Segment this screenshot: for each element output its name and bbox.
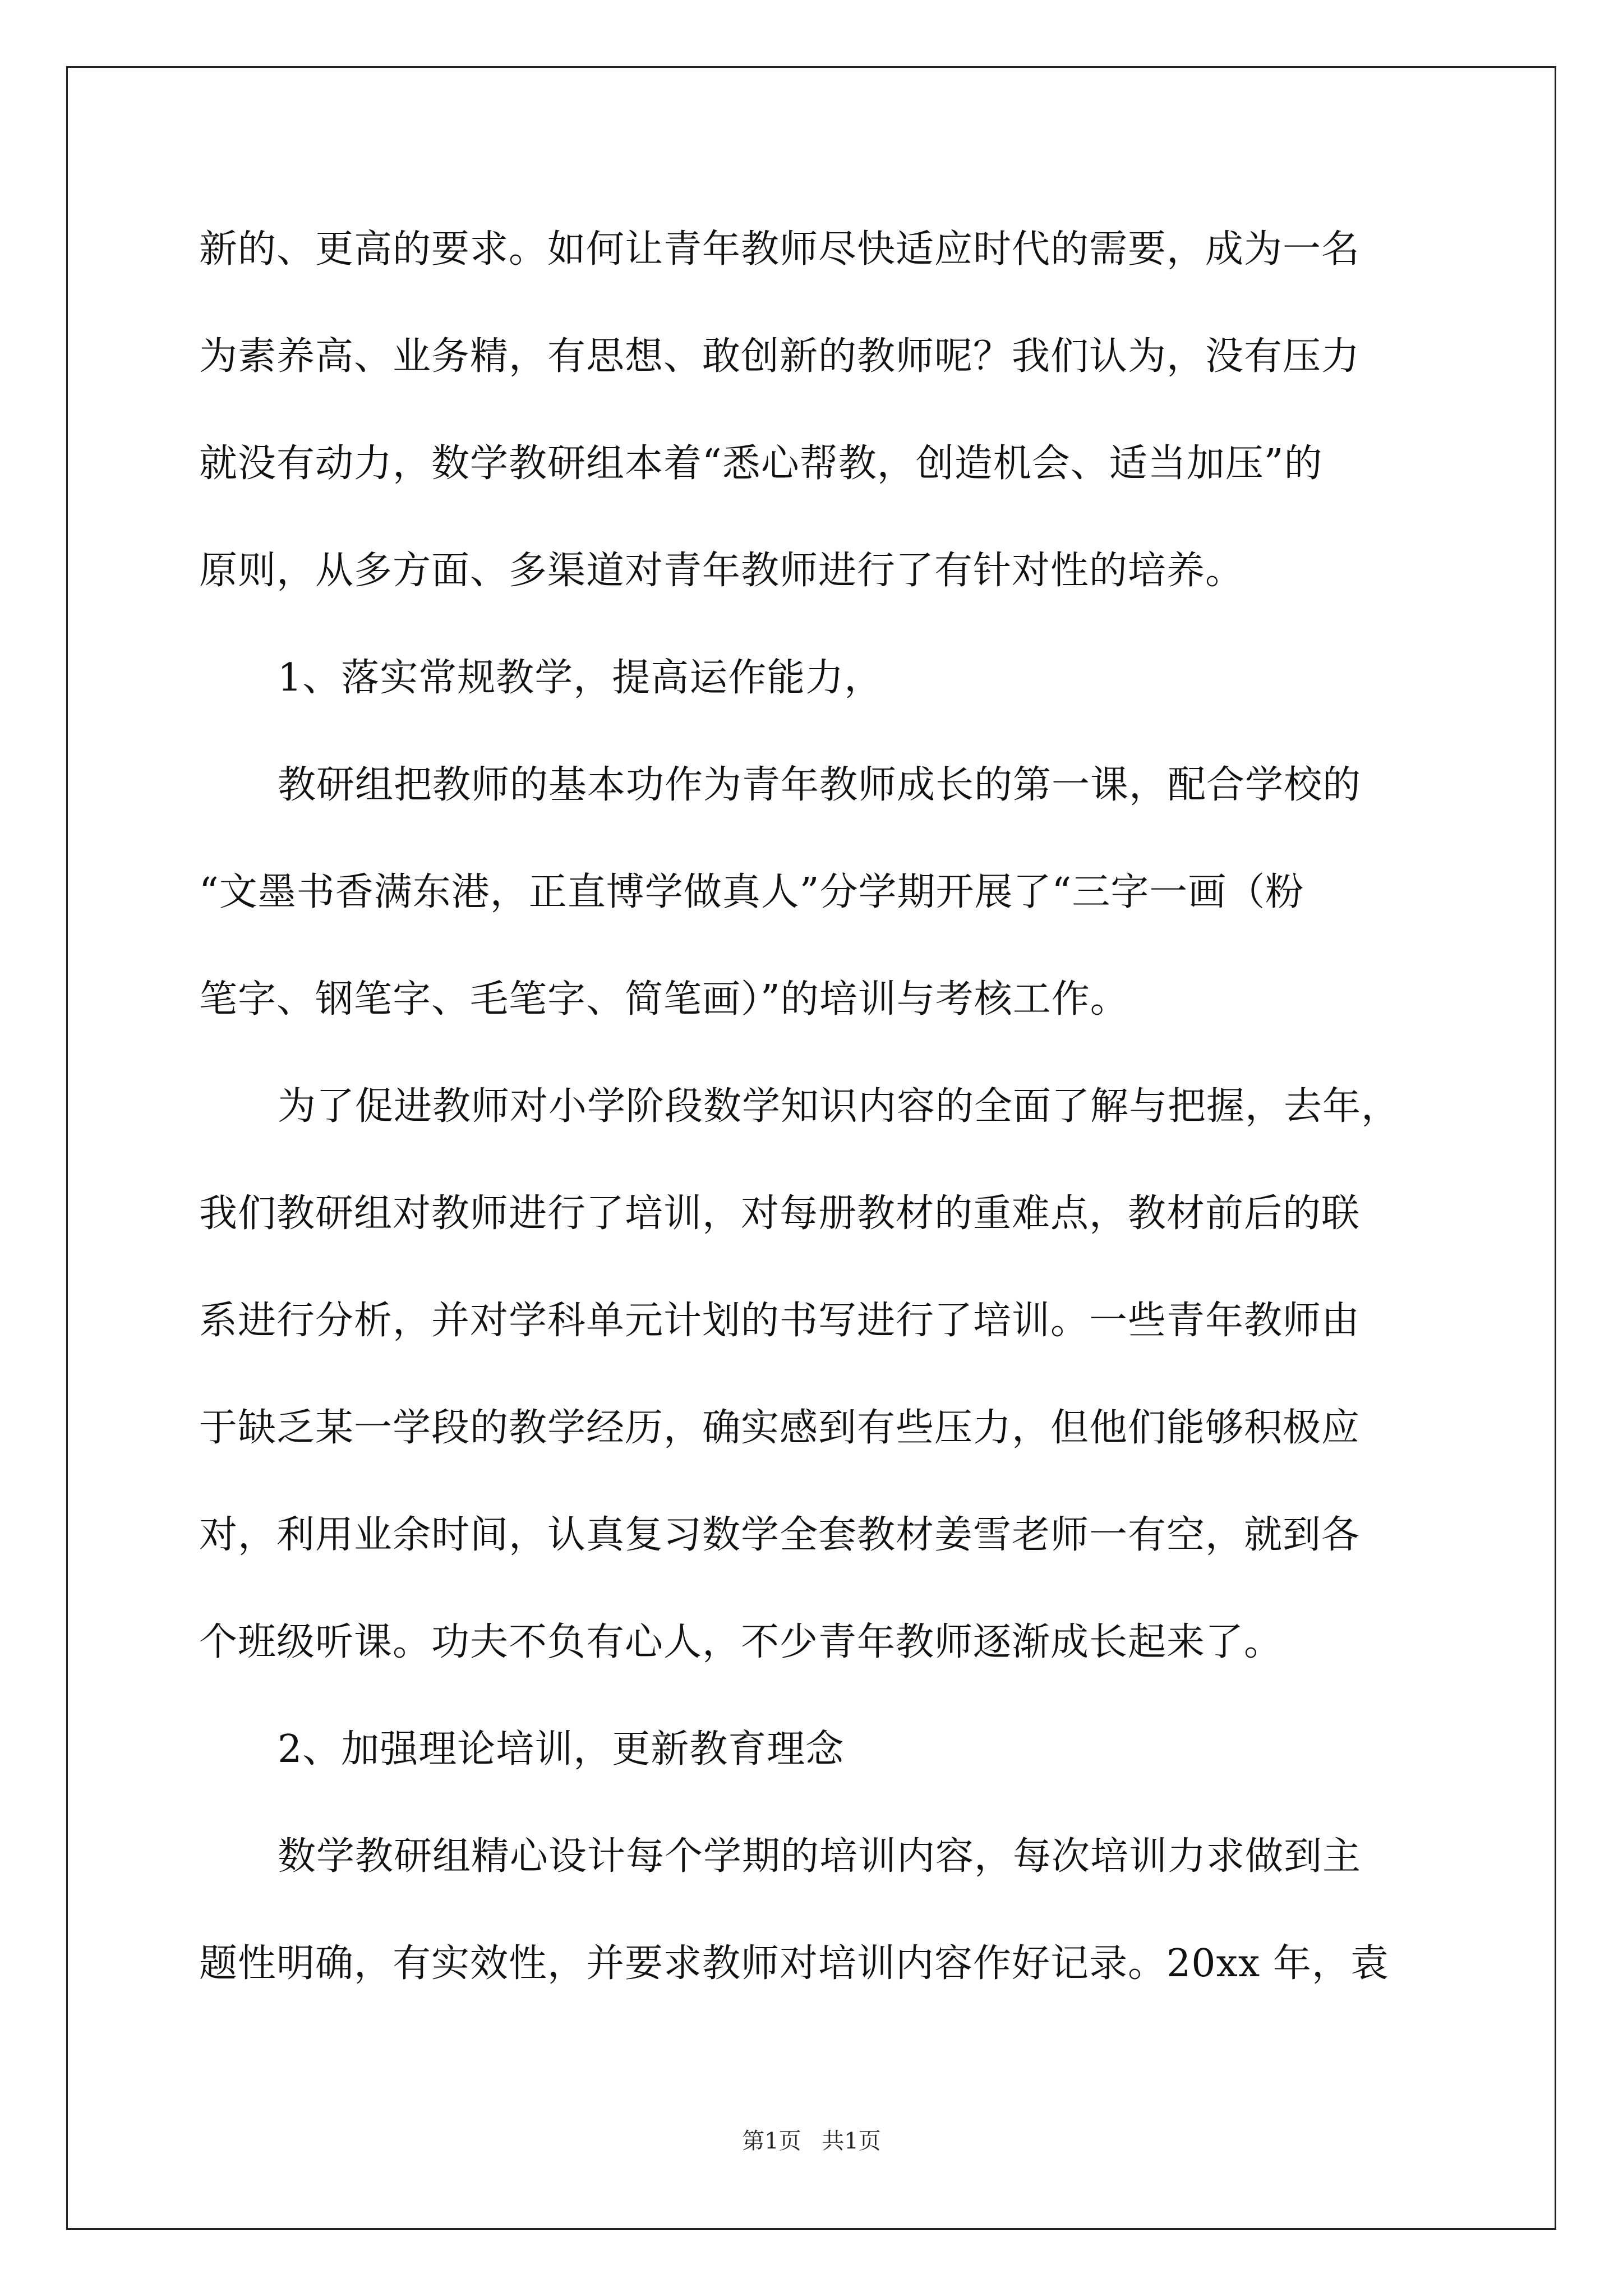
text-line: 题性明确，有实效性，并要求教师对培训内容作好记录。20xx 年，袁: [199, 1941, 1389, 1986]
text-line: 系进行分析，并对学科单元计划的书写进行了培训。一些青年教师由: [199, 1299, 1361, 1343]
text-line: 原则，从多方面、多渠道对青年教师进行了有针对性的培养。: [199, 549, 1244, 593]
text-line: 于缺乏某一学段的教学经历，确实感到有些压力，但他们能够积极应: [199, 1406, 1361, 1450]
paragraph-start: 为了促进教师对小学阶段数学知识内容的全面了解与把握，去年，: [278, 1084, 1400, 1129]
page-total: 共1页: [822, 2128, 881, 2154]
page-footer: [0, 2124, 1623, 2158]
page-number: 第1页: [742, 2128, 801, 2154]
text-line: 对，利用业余时间，认真复习数学全套教材姜雪老师一有空，就到各: [199, 1513, 1361, 1557]
text-line: 就没有动力，数学教研组本着“悉心帮教，创造机会、适当加压”的: [199, 441, 1323, 486]
text-line: 为素养高、业务精，有思想、敢创新的教师呢？我们认为，没有压力: [199, 334, 1361, 379]
text-line: “文墨书香满东港，正直博学做真人”分学期开展了“三字一画（粉: [199, 870, 1304, 914]
paragraph-start: 数学教研组精心设计每个学期的培训内容，每次培训力求做到主: [278, 1834, 1362, 1879]
text-line: 我们教研组对教师进行了培训，对每册教材的重难点，教材前后的联: [199, 1191, 1361, 1236]
text-line: 个班级听课。功夫不负有心人，不少青年教师逐渐成长起来了。: [199, 1620, 1283, 1664]
paragraph-start: 教研组把教师的基本功作为青年教师成长的第一课，配合学校的: [278, 763, 1362, 807]
document-body: [199, 213, 1424, 2035]
section-heading: 1、落实常规教学，提高运作能力，: [278, 656, 883, 700]
section-heading: 2、加强理论培训，更新教育理念: [278, 1727, 845, 1772]
text-line: 新的、更高的要求。如何让青年教师尽快适应时代的需要，成为一名: [199, 227, 1361, 272]
text-line: 笔字、钢笔字、毛笔字、简笔画）”的培训与考核工作。: [199, 977, 1129, 1022]
